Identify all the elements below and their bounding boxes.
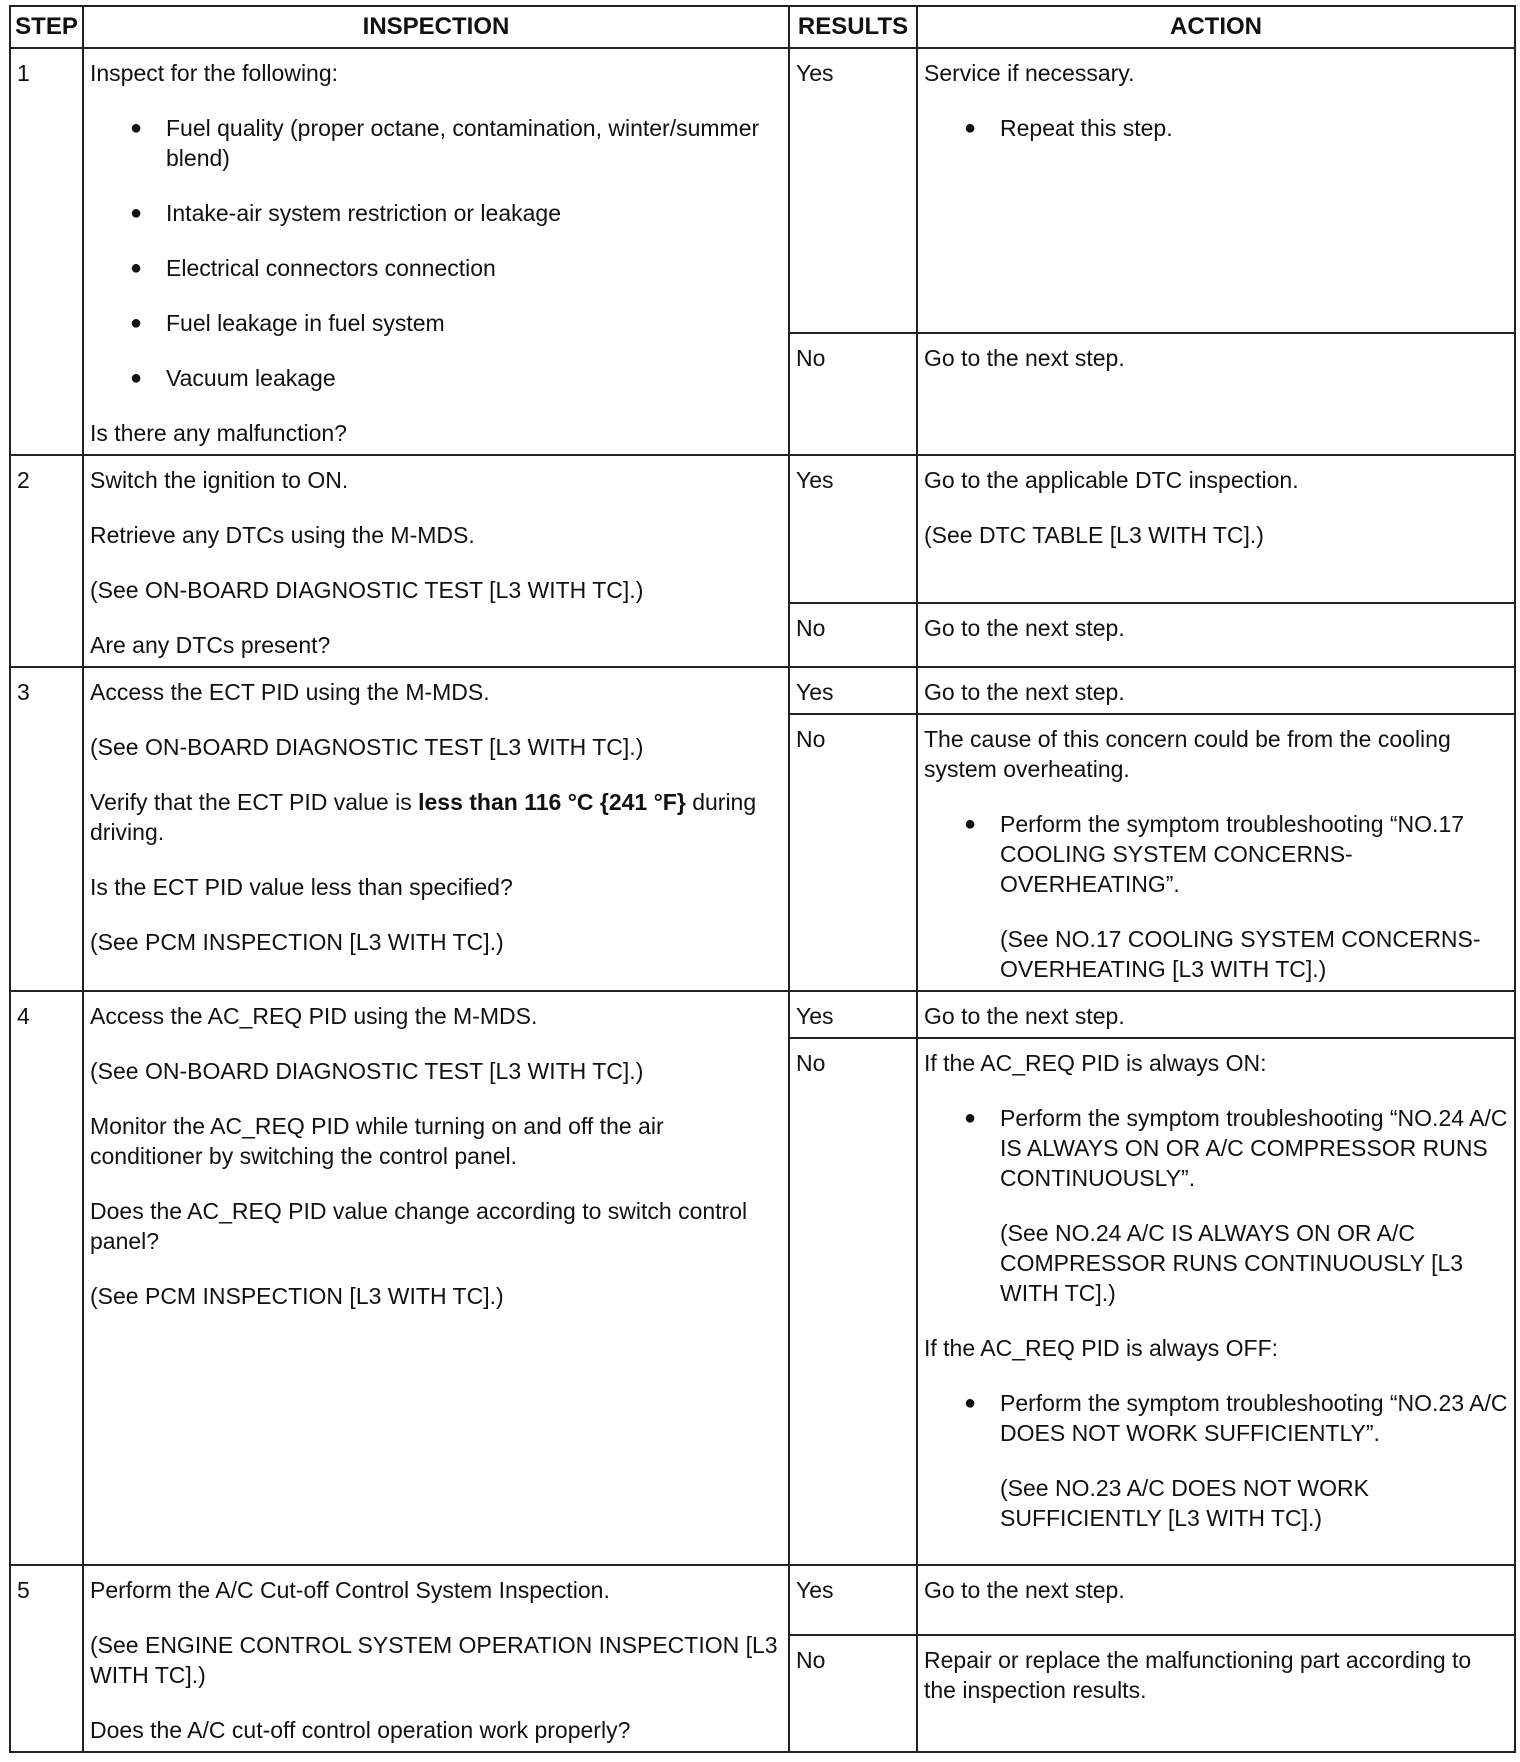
- verify-text: during driving.: [90, 789, 757, 845]
- inspection-intro: Inspect for the following:: [90, 60, 339, 86]
- result-no: [789, 1038, 917, 1565]
- step-3-inspection-cell: [83, 667, 789, 991]
- inspection-line: Perform the A/C Cut-off Control System Inspection.: [90, 1577, 610, 1603]
- action-cell: [917, 1635, 1515, 1752]
- action-text: Go to the next step.: [924, 1003, 1125, 1029]
- inspection-reference: (See ON-BOARD DIAGNOSTIC TEST [L3 WITH TC].): [90, 734, 644, 760]
- diagnostic-procedure-table: [9, 5, 1516, 1753]
- checklist-item: ● Intake-air system restriction or leakage: [90, 198, 782, 228]
- step-1-row-yes: [10, 48, 1515, 333]
- checklist-item: ● Vacuum leakage: [90, 363, 782, 393]
- step-number: 4: [17, 1003, 30, 1029]
- action-reference: (See NO.24 A/C IS ALWAYS ON OR A/C COMPRESSOR RUNS CONTINUOUSLY [L3 WITH TC].): [1000, 1220, 1464, 1306]
- result-label: Yes: [796, 1003, 834, 1029]
- inspection-checklist: [90, 113, 782, 393]
- result-label: Yes: [796, 1577, 834, 1603]
- step-3-row-yes: [10, 667, 1515, 714]
- action-bullets: [924, 113, 1508, 143]
- action-cell: [917, 48, 1515, 333]
- action-bullet: ● Perform the symptom troubleshooting “NO.23 A/C DOES NOT WORK SUFFICIENTLY”.: [924, 1388, 1508, 1448]
- step-3-number-cell: [10, 667, 83, 991]
- step-number: 1: [17, 60, 30, 86]
- header-inspection: INSPECTION: [83, 6, 789, 48]
- action-bullet: ● Repeat this step.: [924, 113, 1508, 143]
- result-no: [789, 714, 917, 991]
- step-1-inspection-cell: [83, 48, 789, 455]
- action-reference: (See DTC TABLE [L3 WITH TC].): [924, 522, 1264, 548]
- action-text: Go to the next step.: [924, 344, 1125, 371]
- action-condition: If the AC_REQ PID is always OFF:: [924, 1335, 1279, 1361]
- checklist-item: ● Fuel quality (proper octane, contamination, winter/summer blend): [90, 113, 782, 173]
- inspection-question: Are any DTCs present?: [90, 632, 331, 658]
- action-cell: [917, 1038, 1515, 1565]
- header-action: ACTION: [917, 6, 1515, 48]
- inspection-question: Does the AC_REQ PID value change according to switch control panel?: [90, 1198, 748, 1254]
- result-label: Yes: [796, 467, 834, 493]
- header-step: STEP: [10, 6, 83, 48]
- action-cell: [917, 603, 1515, 667]
- action-cell: [917, 991, 1515, 1038]
- result-label: No: [796, 1050, 826, 1076]
- result-yes: [789, 48, 917, 333]
- action-condition: If the AC_REQ PID is always ON:: [924, 1050, 1267, 1076]
- step-4-inspection-cell: [83, 991, 789, 1565]
- step-4-number-cell: [10, 991, 83, 1565]
- specification-value: less than 116 °C {241 °F}: [418, 789, 686, 815]
- result-yes: [789, 991, 917, 1038]
- inspection-line: Switch the ignition to ON.: [90, 467, 349, 493]
- action-reference: (See NO.23 A/C DOES NOT WORK SUFFICIENTLY [L3 WITH TC].): [1000, 1475, 1369, 1531]
- result-no: [789, 333, 917, 455]
- action-bullet: ● Perform the symptom troubleshooting “NO.17 COOLING SYSTEM CONCERNS-OVERHEATING”.: [924, 809, 1508, 899]
- action-text: Service if necessary.: [924, 60, 1135, 86]
- action-cell: [917, 455, 1515, 603]
- result-no: [789, 603, 917, 667]
- inspection-line: Monitor the AC_REQ PID while turning on and off the air conditioner by switching the control panel.: [90, 1113, 664, 1169]
- action-text: Go to the next step.: [924, 1577, 1125, 1603]
- inspection-question: Is there any malfunction?: [90, 420, 347, 446]
- header-row: [10, 6, 1515, 48]
- inspection-line: Access the ECT PID using the M-MDS.: [90, 679, 490, 705]
- inspection-line: Access the AC_REQ PID using the M-MDS.: [90, 1003, 538, 1029]
- step-4-row-yes: [10, 991, 1515, 1038]
- checklist-item: ● Electrical connectors connection: [90, 253, 782, 283]
- inspection-question: Does the A/C cut-off control operation work properly?: [90, 1717, 631, 1743]
- result-label: No: [796, 344, 826, 371]
- step-number: 3: [17, 679, 30, 705]
- result-label: No: [796, 1646, 826, 1673]
- inspection-reference: (See ENGINE CONTROL SYSTEM OPERATION INSPECTION [L3 WITH TC].): [90, 1632, 778, 1688]
- inspection-reference: (See PCM INSPECTION [L3 WITH TC].): [90, 1283, 504, 1309]
- result-label: No: [796, 726, 826, 752]
- step-number: 5: [17, 1577, 30, 1603]
- inspection-reference: (See ON-BOARD DIAGNOSTIC TEST [L3 WITH TC].): [90, 1058, 644, 1084]
- action-cell: [917, 714, 1515, 991]
- action-bullets: [924, 1103, 1508, 1193]
- inspection-reference: (See ON-BOARD DIAGNOSTIC TEST [L3 WITH TC].): [90, 577, 644, 603]
- inspection-question: Is the ECT PID value less than specified?: [90, 874, 513, 900]
- result-yes: [789, 455, 917, 603]
- action-cell: [917, 667, 1515, 714]
- action-text: Go to the applicable DTC inspection.: [924, 467, 1299, 493]
- action-text: Repair or replace the malfunctioning part according to the inspection results.: [924, 1646, 1472, 1703]
- action-text: Go to the next step.: [924, 679, 1125, 705]
- verify-text: Verify that the ECT PID value is: [90, 789, 419, 815]
- action-bullet: ● Perform the symptom troubleshooting “NO.24 A/C IS ALWAYS ON OR A/C COMPRESSOR RUNS CONTINUOUSLY”.: [924, 1103, 1508, 1193]
- action-reference: (See NO.17 COOLING SYSTEM CONCERNS-OVERHEATING [L3 WITH TC].): [1000, 926, 1481, 982]
- action-text: The cause of this concern could be from the cooling system overheating.: [924, 726, 1451, 782]
- step-2-row-yes: [10, 455, 1515, 603]
- action-cell: [917, 1565, 1515, 1635]
- inspection-reference: (See PCM INSPECTION [L3 WITH TC].): [90, 929, 504, 955]
- step-5-number-cell: [10, 1565, 83, 1752]
- checklist-item: ● Fuel leakage in fuel system: [90, 308, 782, 338]
- result-no: [789, 1635, 917, 1752]
- result-label: No: [796, 614, 826, 641]
- action-text: Go to the next step.: [924, 614, 1125, 641]
- step-number: 2: [17, 467, 30, 493]
- step-5-inspection-cell: [83, 1565, 789, 1752]
- header-results: RESULTS: [789, 6, 917, 48]
- result-label: Yes: [796, 679, 834, 705]
- action-bullets: [924, 1388, 1508, 1448]
- step-1-number-cell: [10, 48, 83, 455]
- step-5-row-yes: [10, 1565, 1515, 1635]
- inspection-verify: [90, 787, 782, 847]
- result-yes: [789, 1565, 917, 1635]
- action-bullets: [924, 809, 1508, 899]
- inspection-line: Retrieve any DTCs using the M-MDS.: [90, 522, 475, 548]
- result-yes: [789, 667, 917, 714]
- step-2-inspection-cell: [83, 455, 789, 667]
- action-cell: [917, 333, 1515, 455]
- step-2-number-cell: [10, 455, 83, 667]
- result-label: Yes: [796, 60, 834, 86]
